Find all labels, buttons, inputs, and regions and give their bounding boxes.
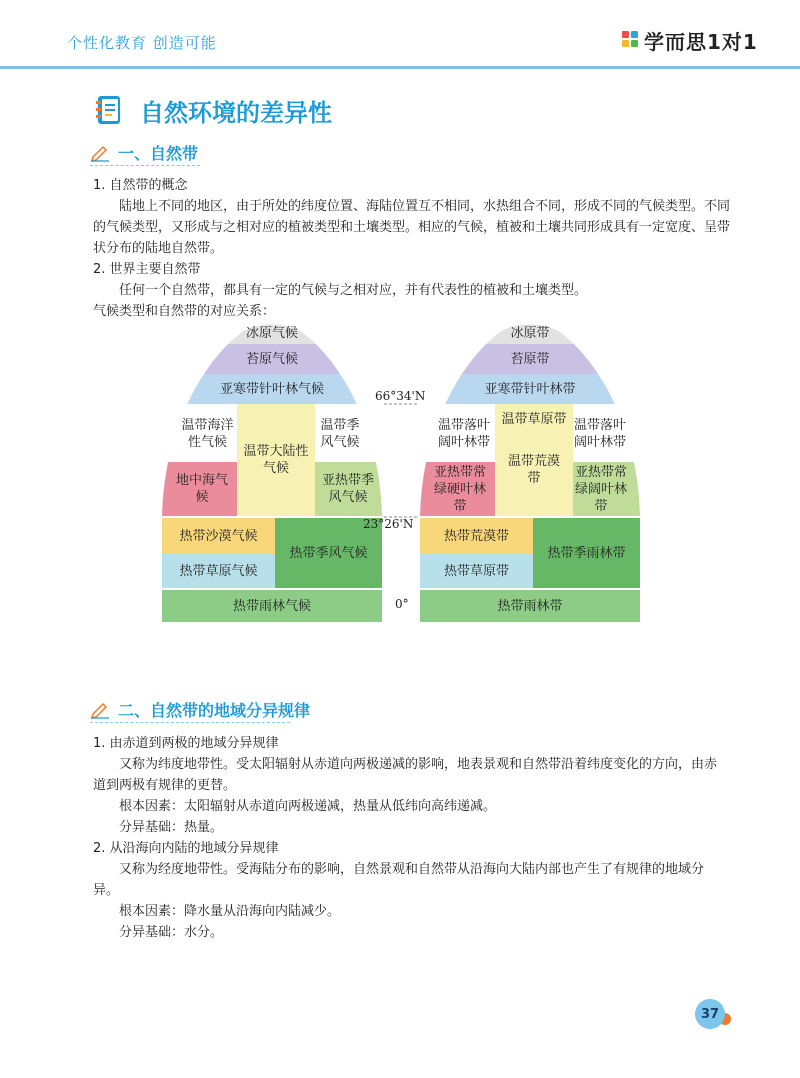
- latitudinal-cause: 根本因素：太阳辐射从赤道向两极递减，热量从低纬向高纬递减。: [119, 799, 497, 814]
- climate-ice-cap: 冰原气候: [245, 325, 298, 341]
- pencil-icon: [90, 699, 110, 719]
- zone-tropical-monsoon-forest: 热带季雨林带: [547, 545, 626, 561]
- zone-temperate-grassland: 温带草原带: [501, 411, 567, 427]
- latitudinal-heading: 1. 由赤道到两极的地域分异规律: [93, 736, 279, 751]
- concept-text: 陆地上不同的地区，由于所处的纬度位置、海陆位置互不相同，水热组合不同，形成不同的气候类型。不同的气候类型，又形成与之相对应的植被类型和土壤类型。相应的气候，植被和土壤共同形成具有一定宽度、呈带状分布的陆地自然带。: [93, 199, 731, 256]
- climate-temperate-maritime: 温带海洋性气候: [181, 418, 234, 450]
- page-title-text: 自然环境的差异性: [140, 98, 332, 127]
- climate-subtropical-monsoon: 亚热带季风气候: [321, 473, 374, 505]
- longitudinal-basis: 分异基础：水分。: [119, 925, 224, 940]
- page-title: [96, 92, 332, 128]
- zone-tropical-rainforest: 热带雨林带: [497, 598, 563, 614]
- section-2-title: [90, 697, 310, 721]
- climate-tropical-monsoon: 热带季风气候: [289, 545, 368, 561]
- section-1-underline: [90, 165, 200, 166]
- section-1-body: [93, 175, 733, 322]
- brand-name: 学而思1对1: [644, 29, 758, 54]
- section-2-underline: [90, 722, 290, 723]
- zone-tropical-desert: 热带荒漠带: [443, 528, 509, 544]
- climate-subarctic: 亚寒带针叶林气候: [219, 381, 324, 397]
- lat-equator: 0°: [395, 597, 409, 611]
- section-2-body: [93, 733, 723, 943]
- zone-subtropical-sclerophyll: 亚热带常绿硬叶林带: [434, 464, 487, 514]
- zone-temperate-deciduous-right: 温带落叶阔叶林带: [573, 418, 626, 450]
- climate-tropical-savanna: 热带草原气候: [179, 563, 258, 579]
- zone-ice-desert: 冰原带: [510, 325, 550, 341]
- latitudinal-basis: 分异基础：热量。: [119, 820, 224, 835]
- concept-heading: 1. 自然带的概念: [93, 178, 188, 193]
- pencil-icon: [90, 142, 110, 162]
- section-2-text: 二、自然带的地域分异规律: [118, 700, 311, 720]
- page-number: 37: [695, 999, 725, 1029]
- climate-temperate-continental: 温带大陆性气候: [243, 444, 309, 476]
- zone-taiga: 亚寒带针叶林带: [484, 381, 576, 397]
- notebook-icon: [96, 95, 124, 125]
- zone-temperate-desert: 温带荒漠带: [508, 454, 561, 486]
- brand: [622, 27, 758, 53]
- lat-tropic: 23°26'N: [363, 517, 414, 531]
- climate-tropical-desert: 热带沙漠气候: [179, 528, 258, 544]
- zones-heading: 2. 世界主要自然带: [93, 262, 201, 277]
- longitudinal-cause: 根本因素：降水量从沿海向内陆减少。: [119, 904, 341, 919]
- brand-logo-icon: [622, 31, 640, 49]
- climate-temperate-monsoon: 温带季风气候: [320, 418, 360, 450]
- relation-text: 气候类型和自然带的对应关系：: [93, 304, 276, 319]
- climate-mediterranean: 地中海气候: [175, 473, 228, 505]
- header-slogan: 个性化教育 创造可能: [67, 34, 217, 52]
- page-header: [0, 0, 800, 69]
- climate-tundra: 苔原气候: [245, 351, 298, 367]
- section-1-text: 一、自然带: [118, 143, 199, 163]
- longitudinal-heading: 2. 从沿海向内陆的地域分异规律: [93, 841, 279, 856]
- zone-temperate-deciduous-left: 温带落叶阔叶林带: [438, 418, 491, 450]
- zone-tundra: 苔原带: [510, 351, 550, 367]
- zones-text: 任何一个自然带，都具有一定的气候与之相对应，并有代表性的植被和土壤类型。: [119, 283, 588, 298]
- zone-tropical-savanna: 热带草原带: [443, 563, 509, 579]
- section-1-title: [90, 140, 198, 164]
- latitudinal-text: 又称为纬度地带性。受太阳辐射从赤道向两极递减的影响，地表景观和自然带沿着纬度变化的方向，由赤道到两极有规律的更替。: [93, 757, 718, 793]
- lat-arctic-circle: 66°34'N: [375, 389, 426, 403]
- climate-tropical-rainforest: 热带雨林气候: [232, 598, 311, 614]
- zone-subtropical-evergreen: 亚热带常绿阔叶林带: [575, 464, 628, 514]
- longitudinal-text: 又称为经度地带性。受海陆分布的影响，自然景观和自然带从沿海向大陆内部也产生了有规律的地域分异。: [93, 862, 705, 898]
- climate-zone-diagram: [162, 322, 662, 622]
